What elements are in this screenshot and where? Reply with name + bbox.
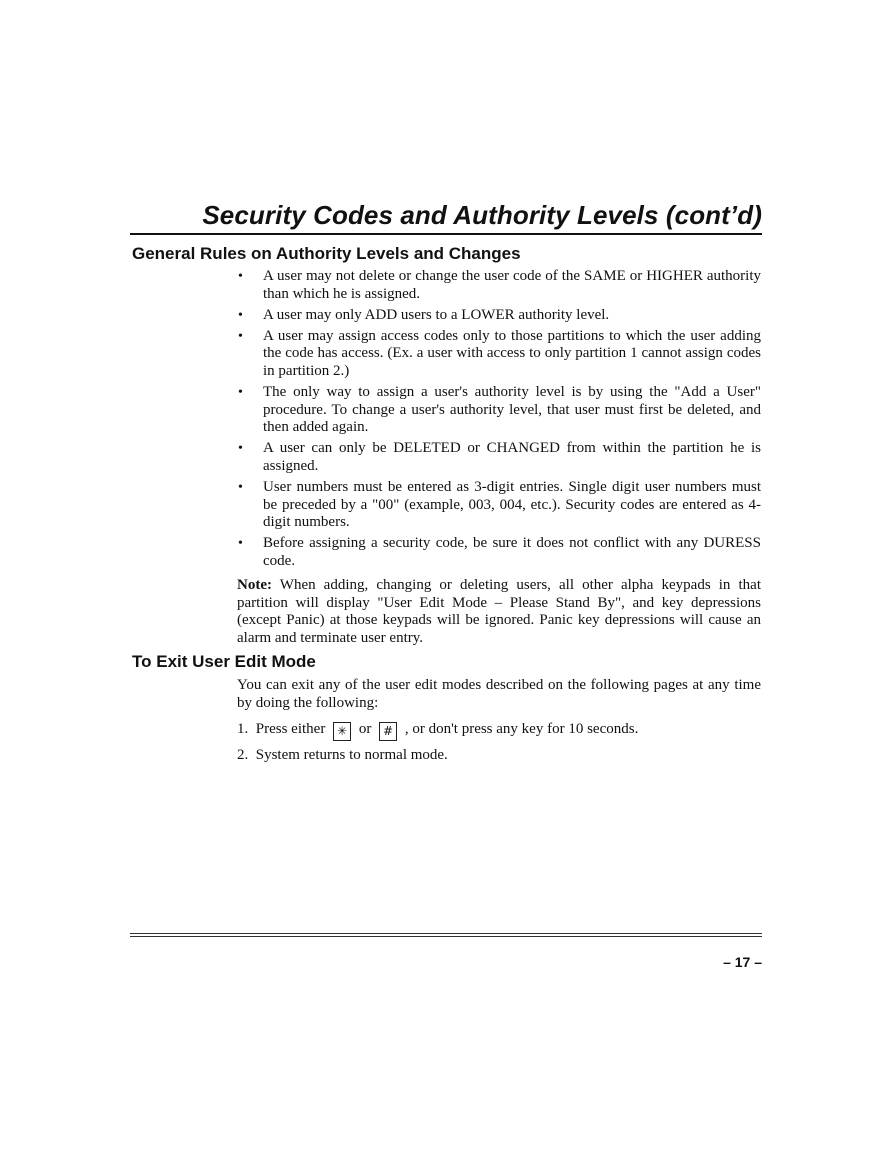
footer-double-rule xyxy=(130,933,762,937)
step-text-or: or xyxy=(358,721,372,737)
rule-item xyxy=(237,479,761,532)
bullet-icon: • xyxy=(238,480,243,496)
bullet-icon: • xyxy=(238,307,243,323)
bullet-icon: • xyxy=(238,328,243,344)
step-text: System returns to normal mode. xyxy=(255,747,448,763)
section-heading-general-rules: General Rules on Authority Levels and Changes xyxy=(132,244,521,263)
step-number: 1. xyxy=(237,721,249,737)
bullet-icon: • xyxy=(238,441,243,457)
title-underline xyxy=(130,233,762,235)
rule-text: Before assigning a security code, be sure it does not conflict with any DURESS code. xyxy=(263,535,761,569)
step-text-before: Press either xyxy=(255,721,326,737)
rule-item xyxy=(237,307,761,325)
rule-text: A user may only ADD users to a LOWER authority level. xyxy=(263,306,610,323)
exit-intro-paragraph: You can exit any of the user edit modes described on the following pages at any time by doing the following: xyxy=(237,677,761,711)
note-paragraph xyxy=(237,577,761,647)
step-text-after: , or don't press any key for 10 seconds. xyxy=(404,721,639,737)
rule-text: A user may not delete or change the user code of the SAME or HIGHER authority than which he is assigned. xyxy=(263,268,761,302)
bullet-icon: • xyxy=(238,385,243,401)
rule-item xyxy=(237,535,761,570)
rule-item xyxy=(237,440,761,475)
page-title: Security Codes and Authority Levels (cont’d) xyxy=(202,200,762,230)
rule-item xyxy=(237,328,761,381)
exit-step-2 xyxy=(237,746,761,764)
hash-key-icon: # xyxy=(379,722,397,741)
section-heading-exit-user-edit: To Exit User Edit Mode xyxy=(132,652,316,671)
rule-item xyxy=(237,268,761,303)
rule-text: A user can only be DELETED or CHANGED from within the partition he is assigned. xyxy=(263,440,761,474)
rules-list xyxy=(237,268,761,574)
step-number: 2. xyxy=(237,747,249,763)
star-key-icon: ✳ xyxy=(333,722,351,741)
note-text: When adding, changing or deleting users, all other alpha keypads in that partition will display "User Edit Mode – Please Stand By", and key depressions (except Panic) at those keypads will be ignored. Panic key depressions will cause an alarm and terminate user entry. xyxy=(237,577,761,646)
bullet-icon: • xyxy=(238,269,243,284)
rule-text: A user may assign access codes only to those partitions to which the user adding the code has access. (Ex. a user with access to only partition 1 cannot assign codes in partition 2.) xyxy=(263,327,761,379)
rule-text: User numbers must be entered as 3-digit entries. Single digit user numbers must be preceded by a "00" (example, 003, 004, etc.). Security codes are entered as 4-digit numbers. xyxy=(263,479,761,531)
rule-item xyxy=(237,384,761,437)
exit-step-1 xyxy=(237,720,761,741)
bullet-icon: • xyxy=(238,536,243,552)
rule-text: The only way to assign a user's authority level is by using the "Add a User" procedure. To change a user's authority level, that user must first be deleted, and then added again. xyxy=(263,384,761,436)
page-number: – 17 – xyxy=(723,954,762,970)
note-label: Note: xyxy=(237,577,272,593)
